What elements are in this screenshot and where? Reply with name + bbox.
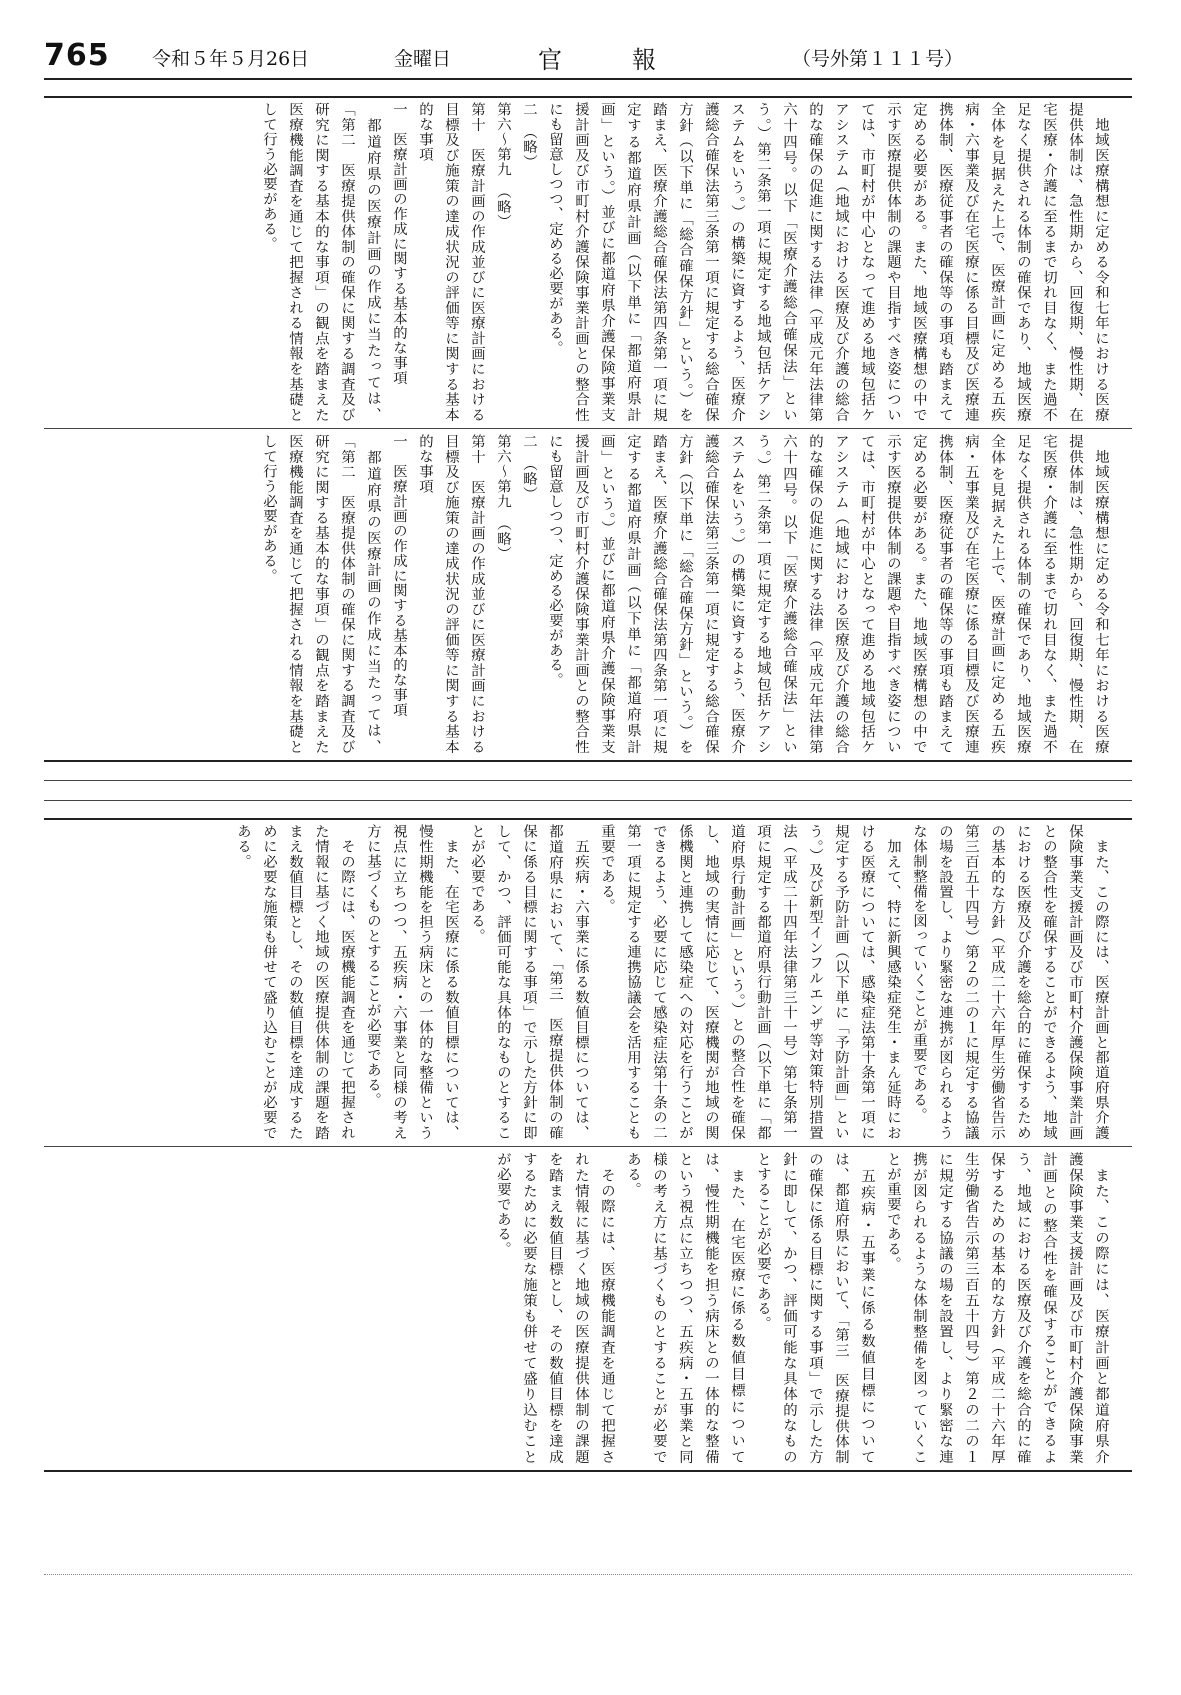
paragraph: また、在宅医療に係る数値目標については、慢性期機能を担う病床との一体的な整備という視点に立ちつつ、五疾病・六事業と同様の考え方に基づくものとすることが必要である。 <box>365 824 459 1140</box>
paragraph: 第六～第九 （略） <box>495 434 511 561</box>
paragraph: 地域医療構想に定める令和七年における医療提供体制は、急性期から、回復期、慢性期、在宅医療・介護に至るまで切れ目なく、また過不足なく提供される体制の確保であり、地域医療全体を見据えた上で、医療計画に定める五疾病・六事業及び在宅医療に係る目標及び医療連携体制、医療従事者の確保等の事項も踏まえて定める必要がある。また、地域医療構想の中で示す医療提供体制の課題や目指すべき姿については、市町村が中心となって進める地域包括ケアシステム（地域における医療及び介護の総合的な確保の促進に関する法律（平成元年法律第六十四号。以下「医療介護総合確保法」という。）第二条第一項に規定する地域包括ケアシステムをいう。）の構築に資するよう、医療介護総合確保法第三条第一項に規定する総合確保方針（以下単に「総合確保方針」という。）を踏まえ、医療介護総合確保法第四条第一項に規定する都道府県計画（以下単に「都道府県計画」という。）並びに都道府県介護保険事業支援計画及び市町村介護保険事業計画との整合性にも留意しつつ、定める必要がある。 <box>547 102 1109 422</box>
paragraph: 都道府県の医療計画の作成に当たっては、「第二 医療提供体制の確保に関する調査及び研究に関する基本的な事項」の観点を踏まえた医療機能調査を通じて把握される情報を基礎として行う必要がある。 <box>261 434 381 754</box>
header-rule <box>44 78 1132 80</box>
paragraph: 加えて、特に新興感染症発生・まん延時における医療については、感染症法第十条第一項に規定する予防計画（以下単に「予防計画」という。）及び新型インフルエンザ等対策特別措置法（平成二十四年法律第三十一号）第七条第一項に規定する都道府県行動計画（以下単に「都道府県行動計画」という。）との整合性を確保し、地域の実情に応じて、医療機関が地域の関係機関と連携して感染症への対応を行うことができるよう、必要に応じて感染症法第十条の二第一項に規定する連携協議会を活用することも重要である。 <box>599 824 901 1140</box>
page-number: 765 <box>44 38 110 73</box>
block1-new-column <box>64 102 1114 422</box>
issue-weekday: 金曜日 <box>394 48 452 70</box>
block1-bottom-rule <box>44 760 1132 762</box>
issue-date: 令和５年５月26日 <box>152 48 310 70</box>
paragraph: 二 （略） <box>521 102 537 170</box>
block1-top-rule <box>44 96 1132 98</box>
paragraph: また、この際には、医療計画と都道府県介護保険事業支援計画及び市町村介護保険事業計画との整合性を確保することができるよう、地域における医療及び介護を総合的に確保するための基本的な方針（平成二十六年厚生労働省告示第三百五十四号）第２の二の１に規定する協議の場を設置し、より緊密な連携が図られるような体制整備を図っていくことが重要である。 <box>911 824 1109 1140</box>
block2-mid-rule <box>44 1146 1132 1147</box>
issue-number: （号外第１１１号） <box>792 48 964 70</box>
block1-old-column <box>64 434 1114 754</box>
paragraph: 地域医療構想に定める令和七年における医療提供体制は、急性期から、回復期、慢性期、在宅医療・介護に至るまで切れ目なく、また過不足なく提供される体制の確保であり、地域医療全体を見据えた上で、医療計画に定める五疾病・五事業及び在宅医療に係る目標及び医療連携体制、医療従事者の確保等の事項も踏まえて定める必要がある。また、地域医療構想の中で示す医療提供体制の課題や目指すべき姿については、市町村が中心となって進める地域包括ケアシステム（地域における医療及び介護の総合的な確保の促進に関する法律（平成元年法律第六十四号。以下「医療介護総合確保法」という。）第二条第一項に規定する地域包括ケアシステムをいう。）の構築に資するよう、医療介護総合確保法第三条第一項に規定する総合確保方針（以下単に「総合確保方針」という。）を踏まえ、医療介護総合確保法第四条第一項に規定する都道府県計画（以下単に「都道府県計画」という。）並びに都道府県介護保険事業支援計画及び市町村介護保険事業計画との整合性にも留意しつつ、定める必要がある。 <box>547 434 1109 754</box>
footer-rule <box>44 1574 1132 1575</box>
block2-new-column <box>64 824 1114 1140</box>
paragraph: 一 医療計画の作成に関する基本的な事項 <box>391 434 407 718</box>
paragraph: また、この際には、医療計画と都道府県介護保険事業支援計画及び市町村介護保険事業計画との整合性を確保することができるよう、地域における医療及び介護を総合的に確保するための基本的な方針（平成二十六年厚生労働省告示第三百五十四号）第２の二の１に規定する協議の場を設置し、より緊密な連携が図られるような体制整備を図っていくことが重要である。 <box>885 1152 1109 1464</box>
block1-mid-rule <box>44 428 1132 429</box>
paragraph: また、在宅医療に係る数値目標については、慢性期機能を担う病床との一体的な整備という視点に立ちつつ、五疾病・五事業と同様の考え方に基づくものとすることが必要である。 <box>625 1152 745 1464</box>
block2-old-column <box>64 1152 1114 1464</box>
paragraph: 都道府県の医療計画の作成に当たっては、「第二 医療提供体制の確保に関する調査及び研究に関する基本的な事項」の観点を踏まえた医療機能調査を通じて把握される情報を基礎として行う必要がある。 <box>261 102 381 422</box>
paragraph: その際には、医療機能調査を通じて把握された情報に基づく地域の医療提供体制の課題を踏まえ数値目標とし、その数値目標を達成するために必要な施策も併せて盛り込むことが必要である。 <box>495 1152 615 1464</box>
block2-top-rule <box>44 818 1132 820</box>
separator-rule <box>44 780 1132 781</box>
paragraph: その際には、医療機能調査を通じて把握された情報に基づく地域の医療提供体制の課題を踏まえ数値目標とし、その数値目標を達成するために必要な施策も併せて盛り込むことが必要である。 <box>235 824 355 1140</box>
gazette-title: 官報 <box>538 46 726 74</box>
paragraph: 五疾病・五事業に係る数値目標については、都道府県において、「第三 医療提供体制の確保に係る目標に関する事項」で示した方針に即して、かつ、評価可能な具体的なものとすることが必要である。 <box>755 1152 875 1464</box>
paragraph: 第六～第九 （略） <box>495 102 511 229</box>
paragraph: 五疾病・六事業に係る数値目標については、都道府県において、「第三 医療提供体制の確保に係る目標に関する事項」で示した方針に即して、かつ、評価可能な具体的なものとすることが必要である。 <box>469 824 589 1140</box>
paragraph: 一 医療計画の作成に関する基本的な事項 <box>391 102 407 386</box>
paragraph: 第十 医療計画の作成並びに医療計画における目標及び施策の達成状況の評価等に関する基本的な事項 <box>417 434 485 754</box>
block2-bottom-rule <box>44 1470 1132 1472</box>
paragraph: 第十 医療計画の作成並びに医療計画における目標及び施策の達成状況の評価等に関する基本的な事項 <box>417 102 485 422</box>
page-header <box>44 40 1132 76</box>
paragraph: 二 （略） <box>521 434 537 502</box>
separator-rule <box>44 800 1132 801</box>
